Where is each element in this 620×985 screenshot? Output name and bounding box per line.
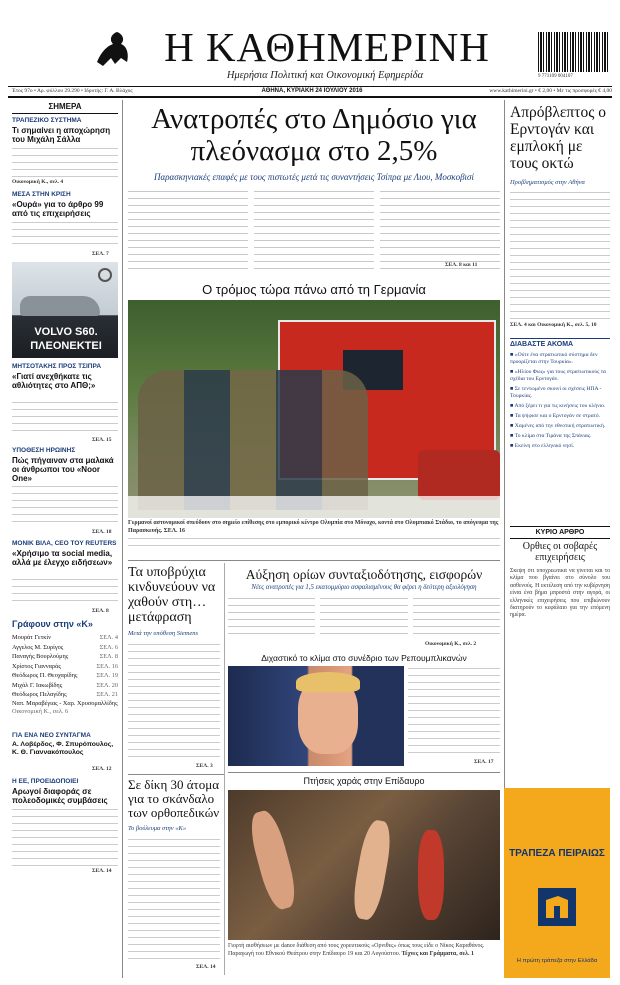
- page-ref: ΣΕΛ. 8: [92, 608, 109, 614]
- page-ref: ΣΕΛ. 16: [163, 527, 186, 534]
- mid-left-divider: [128, 560, 500, 561]
- opinion-body: Σκεψη ότι υποχρεωτικά να γίνεται και το κλίμα που βγαίνει στο σύνολο του ασθενούς. Η εκτέλεση από την κυβέρνηση είναι ένα βήμα μπροστά στην αγορά, οι ελληνικές επιχειρήσεις που επιβιώνουν διατηρούν το κεφάλαιο για την επόμενη ημέρα.: [510, 568, 610, 619]
- orthopedics-sub: Το βούλευμα στην «Κ»: [128, 825, 187, 832]
- list-item-text: Από ξέρει τι για τις κινήσεις του κλήνιο.: [514, 403, 606, 409]
- text-column: [380, 189, 500, 269]
- hair-image: [296, 672, 360, 692]
- lead-headline[interactable]: Ανατροπές στο Δημόσιο για πλεόνασμα στο 2,5%: [151, 103, 477, 167]
- writer-row[interactable]: [12, 681, 118, 691]
- page-ref: ΣΕΛ. 18: [92, 529, 112, 535]
- left-column-divider: [122, 100, 123, 978]
- story-body: [12, 484, 118, 528]
- story-body: [128, 837, 220, 963]
- writers-title: Γράφουν στην «Κ»: [12, 619, 93, 629]
- erdogan-sub: Προβληματισμός στην Αθήνα: [510, 179, 585, 186]
- epidaurus-title[interactable]: Πτήσεις χαράς στην Επίδαυρο: [303, 776, 425, 786]
- caption-body-lines: [128, 536, 500, 552]
- photo-munich-caption: [128, 520, 500, 535]
- text-column: [254, 189, 374, 269]
- story-body: [12, 807, 118, 867]
- kicker-heroin: ΥΠΟΘΕΣΗ ΗΡΩΙΝΗΣ: [12, 447, 76, 454]
- constitution-authors[interactable]: Α. Λοβέρδος, Φ. Σπυρόπουλος, Κ. Θ. Γιαννακόπουλος: [12, 741, 114, 756]
- trump-body: [408, 666, 500, 758]
- opinion-title[interactable]: Ορθιες οι σοβαρές επιχειρήσεις: [522, 541, 598, 563]
- writer-name: Θεόδωρος Πελαγίδης: [12, 691, 67, 698]
- page-ref: ΣΕΛ. 4 και Οικονομική Κ., σελ. 5, 10: [510, 322, 597, 328]
- writer-name: Ναπ. Μαραβέγιας - Χαρ. Χρυσομαλλίδης: [12, 699, 118, 707]
- writer-row[interactable]: [12, 652, 118, 662]
- photo-epidaurus: [228, 790, 500, 940]
- page-ref: Τέχνες και Γράμματα, σελ. 1: [401, 950, 475, 957]
- writer-page: Οικονομική Κ., σελ. 6: [12, 707, 69, 715]
- insurance-body: [228, 596, 500, 640]
- lead-body: [128, 189, 500, 269]
- writer-name: Θεόδωρος Π. Θεοχαρίδης: [12, 672, 78, 679]
- photo-overlay: [128, 496, 500, 518]
- issue-info: Έτος 97ο • Αρ. φύλλου 29.290 • Ιδρυτής: Γ. Α. Βλάχος: [12, 88, 133, 94]
- issue-date: ΑΘΗΝΑ, ΚΥΡΙΑΚΗ 24 ΙΟΥΛΙΟΥ 2016: [261, 88, 363, 94]
- kicker-crisis: ΜΕΣΑ ΣΤΗΝ ΚΡΙΣΗ: [12, 191, 71, 198]
- writer-name: Μιχάλ Γ. Ιακωβίδης: [12, 681, 63, 689]
- headline-submarines[interactable]: Τα υποβρύχια κινδυνεύουν να χαθούν στη… μετάφραση: [128, 565, 216, 625]
- kicker-reuters: MONIK ΒΙΛΑ, CEO TOY REUTERS: [12, 540, 117, 547]
- kicker-mitsotakis: ΜΗΤΣΟΤΑΚΗΣ ΠΡΟΣ ΤΣΙΠΡΑ: [12, 363, 102, 370]
- page-ref: ΣΕΛ. 15: [92, 437, 112, 443]
- writer-page: ΣΕΛ. 16: [96, 662, 118, 670]
- read-also-list: [510, 352, 610, 453]
- mid-col-divider: [224, 563, 225, 975]
- photo-munich: [128, 300, 500, 518]
- text-column: [320, 596, 407, 640]
- masthead-title: Η ΚΑΘΗΜΕΡΙΝΗ: [164, 24, 490, 70]
- page-ref: ΣΕΛ. 14: [196, 964, 216, 970]
- writer-name: Αγγελος Μ. Συρίγος: [12, 643, 64, 651]
- story-body: [12, 577, 118, 607]
- writer-name: Χρίστος Γιανναράς: [12, 662, 61, 670]
- section-today: ΣΗΜΕΡΑ: [12, 100, 118, 114]
- headline-social-media[interactable]: «Χρήσιμο τα social media, αλλά με έλεγχο ειδήσεων»: [12, 549, 113, 567]
- masthead-rule: [8, 86, 612, 87]
- barcode: [538, 32, 608, 72]
- text-column: [228, 596, 315, 640]
- kicker-banking: ΤΡΑΠΕΖΙΚΟ ΣΥΣΤΗΜΑ: [12, 117, 82, 124]
- list-item[interactable]: ■ Τα ψήφισε και ο Ερντογάν σε στρατό.: [510, 413, 601, 419]
- writer-row[interactable]: [12, 700, 118, 716]
- page-ref: ΣΕΛ. 3: [196, 763, 213, 769]
- bank-slogan: Η πρώτη τράπεζα στην Ελλάδα: [516, 958, 598, 964]
- list-item[interactable]: ■ Σε τεντωμένο σκοινί οι σχέσεις ΗΠΑ - Τουρκίας.: [510, 386, 602, 399]
- trump-title[interactable]: Διχαστικό το κλίμα στο συνέδριο των Ρεπουμπλικανών: [261, 653, 467, 663]
- headline-noor[interactable]: Πώς πήγαιναν στα μαλακά οι άνθρωποι του «Noor One»: [12, 456, 114, 483]
- headline-insurance[interactable]: Αύξηση ορίων συνταξιοδότησης, εισφορών: [245, 567, 483, 582]
- text-column: [413, 596, 500, 640]
- dancer-image: [418, 830, 444, 920]
- list-item[interactable]: ■ «Ούτε ένα στρατιωτικό σύστημα δεν προορίζεται στην Τουρκία».: [510, 352, 598, 365]
- page-ref: ΣΕΛ. 7: [92, 251, 109, 257]
- writers-list: [12, 633, 118, 716]
- writer-row[interactable]: [12, 633, 118, 643]
- list-item[interactable]: ■ Εκείνη στο ελληνικό νησί.: [510, 443, 575, 449]
- story-body: [12, 146, 118, 178]
- insurance-deck: Νέες ανατροπές για 1,5 εκατομμύριο ασφαλισμένους θα φέρει η δεύτερη αξιολόγηση: [251, 584, 477, 591]
- writer-page: ΣΕΛ. 8: [99, 653, 118, 660]
- dancer-image: [246, 808, 301, 912]
- list-item-text: Τα ψήφισε και ο Ερντογάν σε στρατό.: [514, 413, 601, 419]
- kicker-constitution: ΓΙΑ ΕΝΑ ΝΕΟ ΣΥΝΤΑΓΜΑ: [12, 732, 91, 739]
- volvo-logo-icon: [98, 268, 112, 282]
- left-column: [12, 100, 118, 980]
- page-ref: ΣΕΛ. 14: [92, 868, 112, 874]
- writer-row[interactable]: [12, 690, 118, 700]
- headline-apth[interactable]: «Γιατί ανεχθήκατε τις αθλιότητες στο ΑΠΘ;»: [12, 372, 96, 390]
- headline-contracts[interactable]: Αρωγοί διαφοράς σε πολεοδομικές συμβάσεις: [12, 787, 108, 805]
- bank-name: ΤΡΑΠΕΖΑ ΠΕΙΡΑΙΩΣ: [509, 848, 605, 859]
- story-body: [12, 400, 118, 436]
- list-item-text: Εκείνη στο ελληνικό νησί.: [514, 443, 575, 449]
- photo-munich-title[interactable]: Ο τρόμος τώρα πάνω από τη Γερμανία: [202, 282, 426, 297]
- police-officers-image: [138, 370, 368, 510]
- read-also-label: ΔΙΑΒΑΣΤΕ ΑΚΟΜΑ: [510, 338, 610, 348]
- masthead-subtitle: Ημερήσια Πολιτική και Οικονομική Εφημερίδα: [226, 70, 424, 81]
- headline-erdogan[interactable]: Απρόβλεπτος ο Ερντογάν και εμπλοκή με τους οκτώ: [510, 104, 606, 172]
- kicker-eu: Η ΕΕ, ΠΡΟΕΙΔΟΠΟΙΕΙ: [12, 778, 79, 785]
- story-body: [128, 642, 220, 762]
- ad-volvo-line1: VOLVO S60.: [34, 326, 98, 338]
- writer-page: ΣΕΛ. 4: [99, 634, 118, 641]
- list-item-text: «Ούτε ένα στρατιωτικό σύστημα δεν προορίζεται στην Τουρκία».: [510, 352, 598, 365]
- barcode-number: 9 771109 004107: [538, 74, 573, 79]
- writer-page: ΣΕΛ. 19: [96, 672, 118, 679]
- list-item[interactable]: ■ Χαμένες από την εθνοτική στρατιωτική.: [510, 423, 606, 429]
- opinion-label: ΚΥΡΙΟ ΑΡΘΡΟ: [510, 526, 610, 539]
- list-item[interactable]: ■ «Ηλίου Φως» για τους στρατιωτικούς τα σχέδια του Ερντογάν.: [510, 369, 606, 382]
- lead-page-ref: ΣΕΛ. 8 και 11: [445, 262, 478, 268]
- page-ref: ΣΕΛ. 17: [474, 759, 494, 765]
- caption-text: Γιορτή αισθήσεων με dance διάθεση από τους χορευτικούς «Ορνιθες» όπως τους είδε ο Νίκος Καραθάνος. Παραγωγή του Εθνικού Θεάτρου στην Επίδαυρο 19 και 20 Αυγούστου.: [228, 943, 485, 957]
- list-item-text: Το κλίμα στα Τιράνα της Σπάνιας.: [514, 433, 592, 439]
- page-ref: Οικονομική Κ., σελ. 4: [12, 179, 64, 185]
- list-item-text: Σε τεντωμένο σκοινί οι σχέσεις ΗΠΑ - Τουρκίας.: [510, 386, 602, 399]
- masthead-rule-bottom: [8, 96, 612, 98]
- price-info: www.kathimerini.gr • € 2,00 • Με τις προσφορές € 4,00: [489, 88, 612, 94]
- lead-deck: Παρασκηνιακές επαφές με τους πιστωτές μετά τις συναντήσεις Τσίπρα με Λιου, Μοσκοβισί: [153, 172, 474, 182]
- ad-volvo[interactable]: [12, 262, 118, 358]
- story-body: [510, 190, 610, 320]
- page-ref: ΣΕΛ. 12: [92, 766, 112, 772]
- writer-page: ΣΕΛ. 20: [96, 681, 118, 689]
- headline-article99[interactable]: «Ουρά» για το άρθρο 99 από τις επιχειρήσεις: [12, 200, 104, 218]
- list-item-text: «Ηλίου Φως» για τους στρατιωτικούς τα σχέδια του Ερντογάν.: [510, 369, 606, 382]
- section-divider: [228, 772, 500, 773]
- epidaurus-caption: [228, 943, 500, 958]
- section-divider: [128, 774, 224, 775]
- writer-name: Παναγής Βουρλούμης: [12, 653, 69, 660]
- ad-piraeus-bank[interactable]: [504, 788, 610, 978]
- writer-row[interactable]: [12, 671, 118, 681]
- writer-name: Μουράτ Γετκίν: [12, 634, 51, 641]
- page-ref: Οικονομική Κ., σελ. 2: [425, 641, 477, 647]
- caption-text: Γερμανοί αστυνομικοί σπεύδουν στο σημείο επίθεσης στο εμπορικό κέντρο Ολυμπία στο Μόναχο, κοντά στο Ολυμπιακό Στάδιο, το απόγευμα της Παρασκευής.: [128, 520, 499, 534]
- writer-page: ΣΕΛ. 21: [96, 691, 118, 698]
- writer-page: ΣΕΛ. 6: [99, 643, 118, 651]
- car-image: [20, 296, 100, 316]
- logo-emblem-icon: [93, 28, 131, 70]
- dancer-image: [350, 818, 395, 921]
- ad-volvo-line2: ΠΛΕΟΝΕΚΤΕΙ: [30, 340, 102, 352]
- text-column: [128, 189, 248, 269]
- bank-logo-icon: [538, 888, 576, 926]
- story-body: [12, 220, 118, 250]
- list-item[interactable]: ■ Από ξέρει τι για τις κινήσεις του κλήνιο.: [510, 403, 606, 409]
- list-item-text: Χαμένες από την εθνοτική στρατιωτική.: [514, 423, 606, 429]
- headline-orthopedics[interactable]: Σε δίκη 30 άτομα για το σκάνδαλο των ορθοπεδικών: [128, 777, 220, 820]
- right-column: [510, 100, 610, 980]
- list-item[interactable]: ■ Το κλίμα στα Τιράνα της Σπάνιας.: [510, 433, 592, 439]
- submarines-sub: Μετά την υπόθεση Siemens: [128, 630, 198, 637]
- suv-image: [418, 450, 500, 500]
- photo-trump: [228, 666, 404, 766]
- masthead: [0, 0, 620, 92]
- writer-row[interactable]: [12, 643, 118, 653]
- writer-row[interactable]: [12, 662, 118, 672]
- headline-sallas[interactable]: Τι σημαίνει η αποχώρηση του Μιχάλη Σάλλα: [12, 126, 111, 144]
